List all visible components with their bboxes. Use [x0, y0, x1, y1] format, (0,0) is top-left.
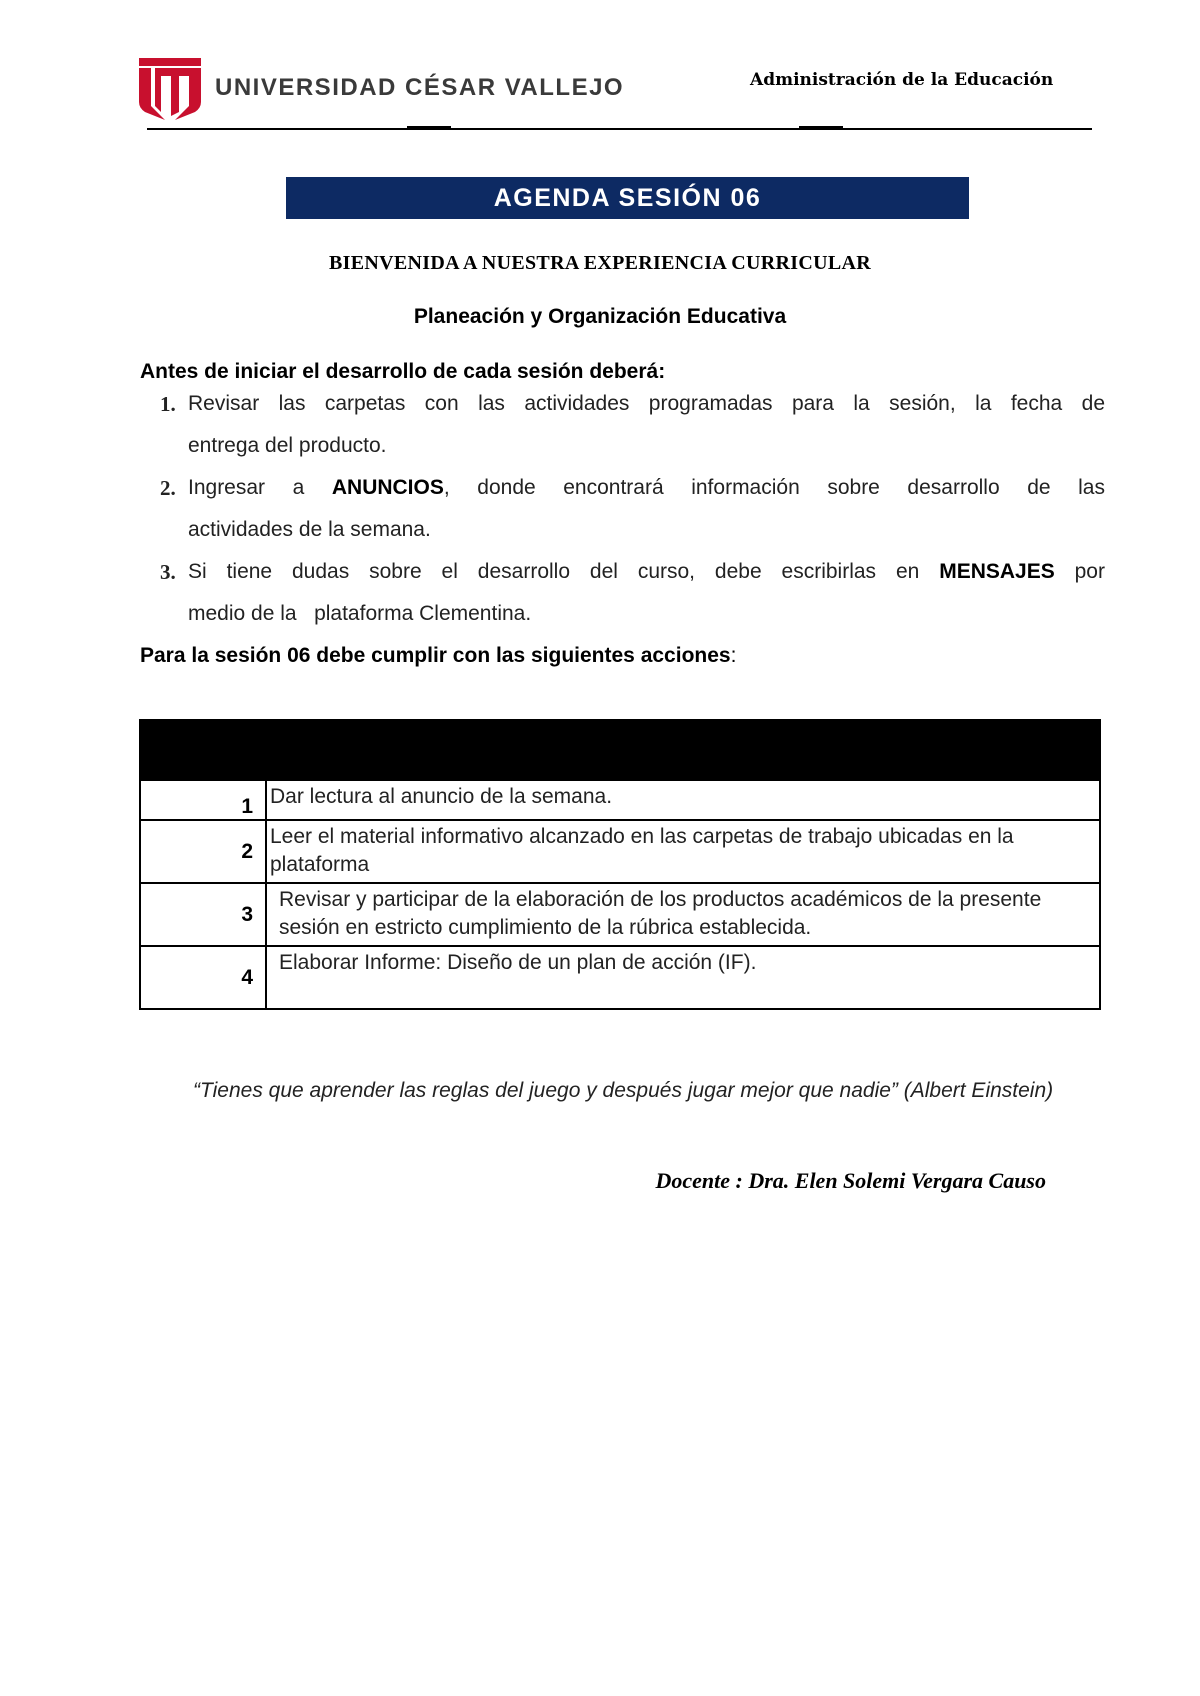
item-number: 1. — [160, 392, 176, 416]
welcome-heading: BIENVENIDA A NUESTRA EXPERIENCIA CURRICULAR — [329, 252, 871, 274]
agenda-title: AGENDA SESIÓN 06 — [493, 183, 762, 212]
row-text: Elaborar Informe: Diseño de un plan de acción (IF). — [266, 946, 1100, 1009]
table-row — [140, 883, 1100, 946]
instruction-item — [160, 551, 1105, 635]
row-number: 3 — [140, 883, 266, 946]
heading-suffix: : — [730, 644, 737, 667]
item-text-line — [160, 551, 1105, 593]
course-title: Planeación y Organización Educativa — [413, 305, 787, 328]
row-text: Dar lectura al anuncio de la semana. — [266, 780, 1100, 820]
instruction-item — [160, 383, 1105, 467]
item-text: Ingresar a — [188, 476, 332, 499]
mensajes-keyword: MENSAJES — [939, 560, 1055, 583]
table-row — [140, 780, 1100, 820]
header-divider — [147, 128, 1092, 130]
item-number: 3. — [160, 560, 176, 584]
item-text: Si tiene dudas sobre el desarrollo del curso, debe escribirlas en — [188, 560, 940, 583]
row-number: 1 — [140, 780, 266, 820]
anuncios-keyword: ANUNCIOS — [331, 476, 444, 499]
item-text-line: actividades de la semana. — [188, 518, 431, 541]
item-text-line: entrega del producto. — [188, 434, 387, 457]
item-text-line: Revisar las carpetas con las actividades programadas para la sesión, la fecha de — [188, 392, 1105, 415]
item-text-line: medio de la plataforma Clementina. — [188, 602, 532, 625]
einstein-quote: “Tienes que aprender las reglas del juego y después jugar mejor que nadie” (Albert Einstein) — [193, 1079, 1054, 1102]
table-row — [140, 820, 1100, 883]
actions-table — [139, 719, 1101, 1010]
row-number: 4 — [140, 946, 266, 1009]
table-row — [140, 946, 1100, 1009]
item-text: , donde encontrará información sobre desarrollo de las — [443, 476, 1105, 499]
intro-text: Antes de iniciar el desarrollo de cada sesión deberá: — [140, 360, 666, 383]
table-header-row — [140, 720, 1100, 780]
instruction-item — [160, 467, 1105, 551]
department-label: Administración de la Educación — [750, 70, 1054, 90]
item-text: por — [1054, 560, 1105, 583]
row-text: Revisar y participar de la elaboración de los productos académicos de la presente sesión en estricto cumplimiento de la rúbrica establecida. — [266, 883, 1100, 946]
teacher-signature: Docente : Dra. Elen Solemi Vergara Causo — [655, 1168, 1046, 1193]
item-number: 2. — [160, 476, 176, 500]
heading-text: Para la sesión 06 debe cumplir con las siguientes acciones — [140, 644, 731, 667]
university-name: UNIVERSIDAD CÉSAR VALLEJO — [215, 74, 625, 101]
agenda-title-banner — [286, 177, 969, 219]
row-number: 2 — [140, 820, 266, 883]
row-text: Leer el material informativo alcanzado en las carpetas de trabajo ubicadas en la plataforma — [266, 820, 1100, 883]
ucv-shield-logo-icon — [137, 56, 203, 122]
session-actions-heading — [140, 644, 736, 668]
item-text-line — [160, 467, 1105, 509]
